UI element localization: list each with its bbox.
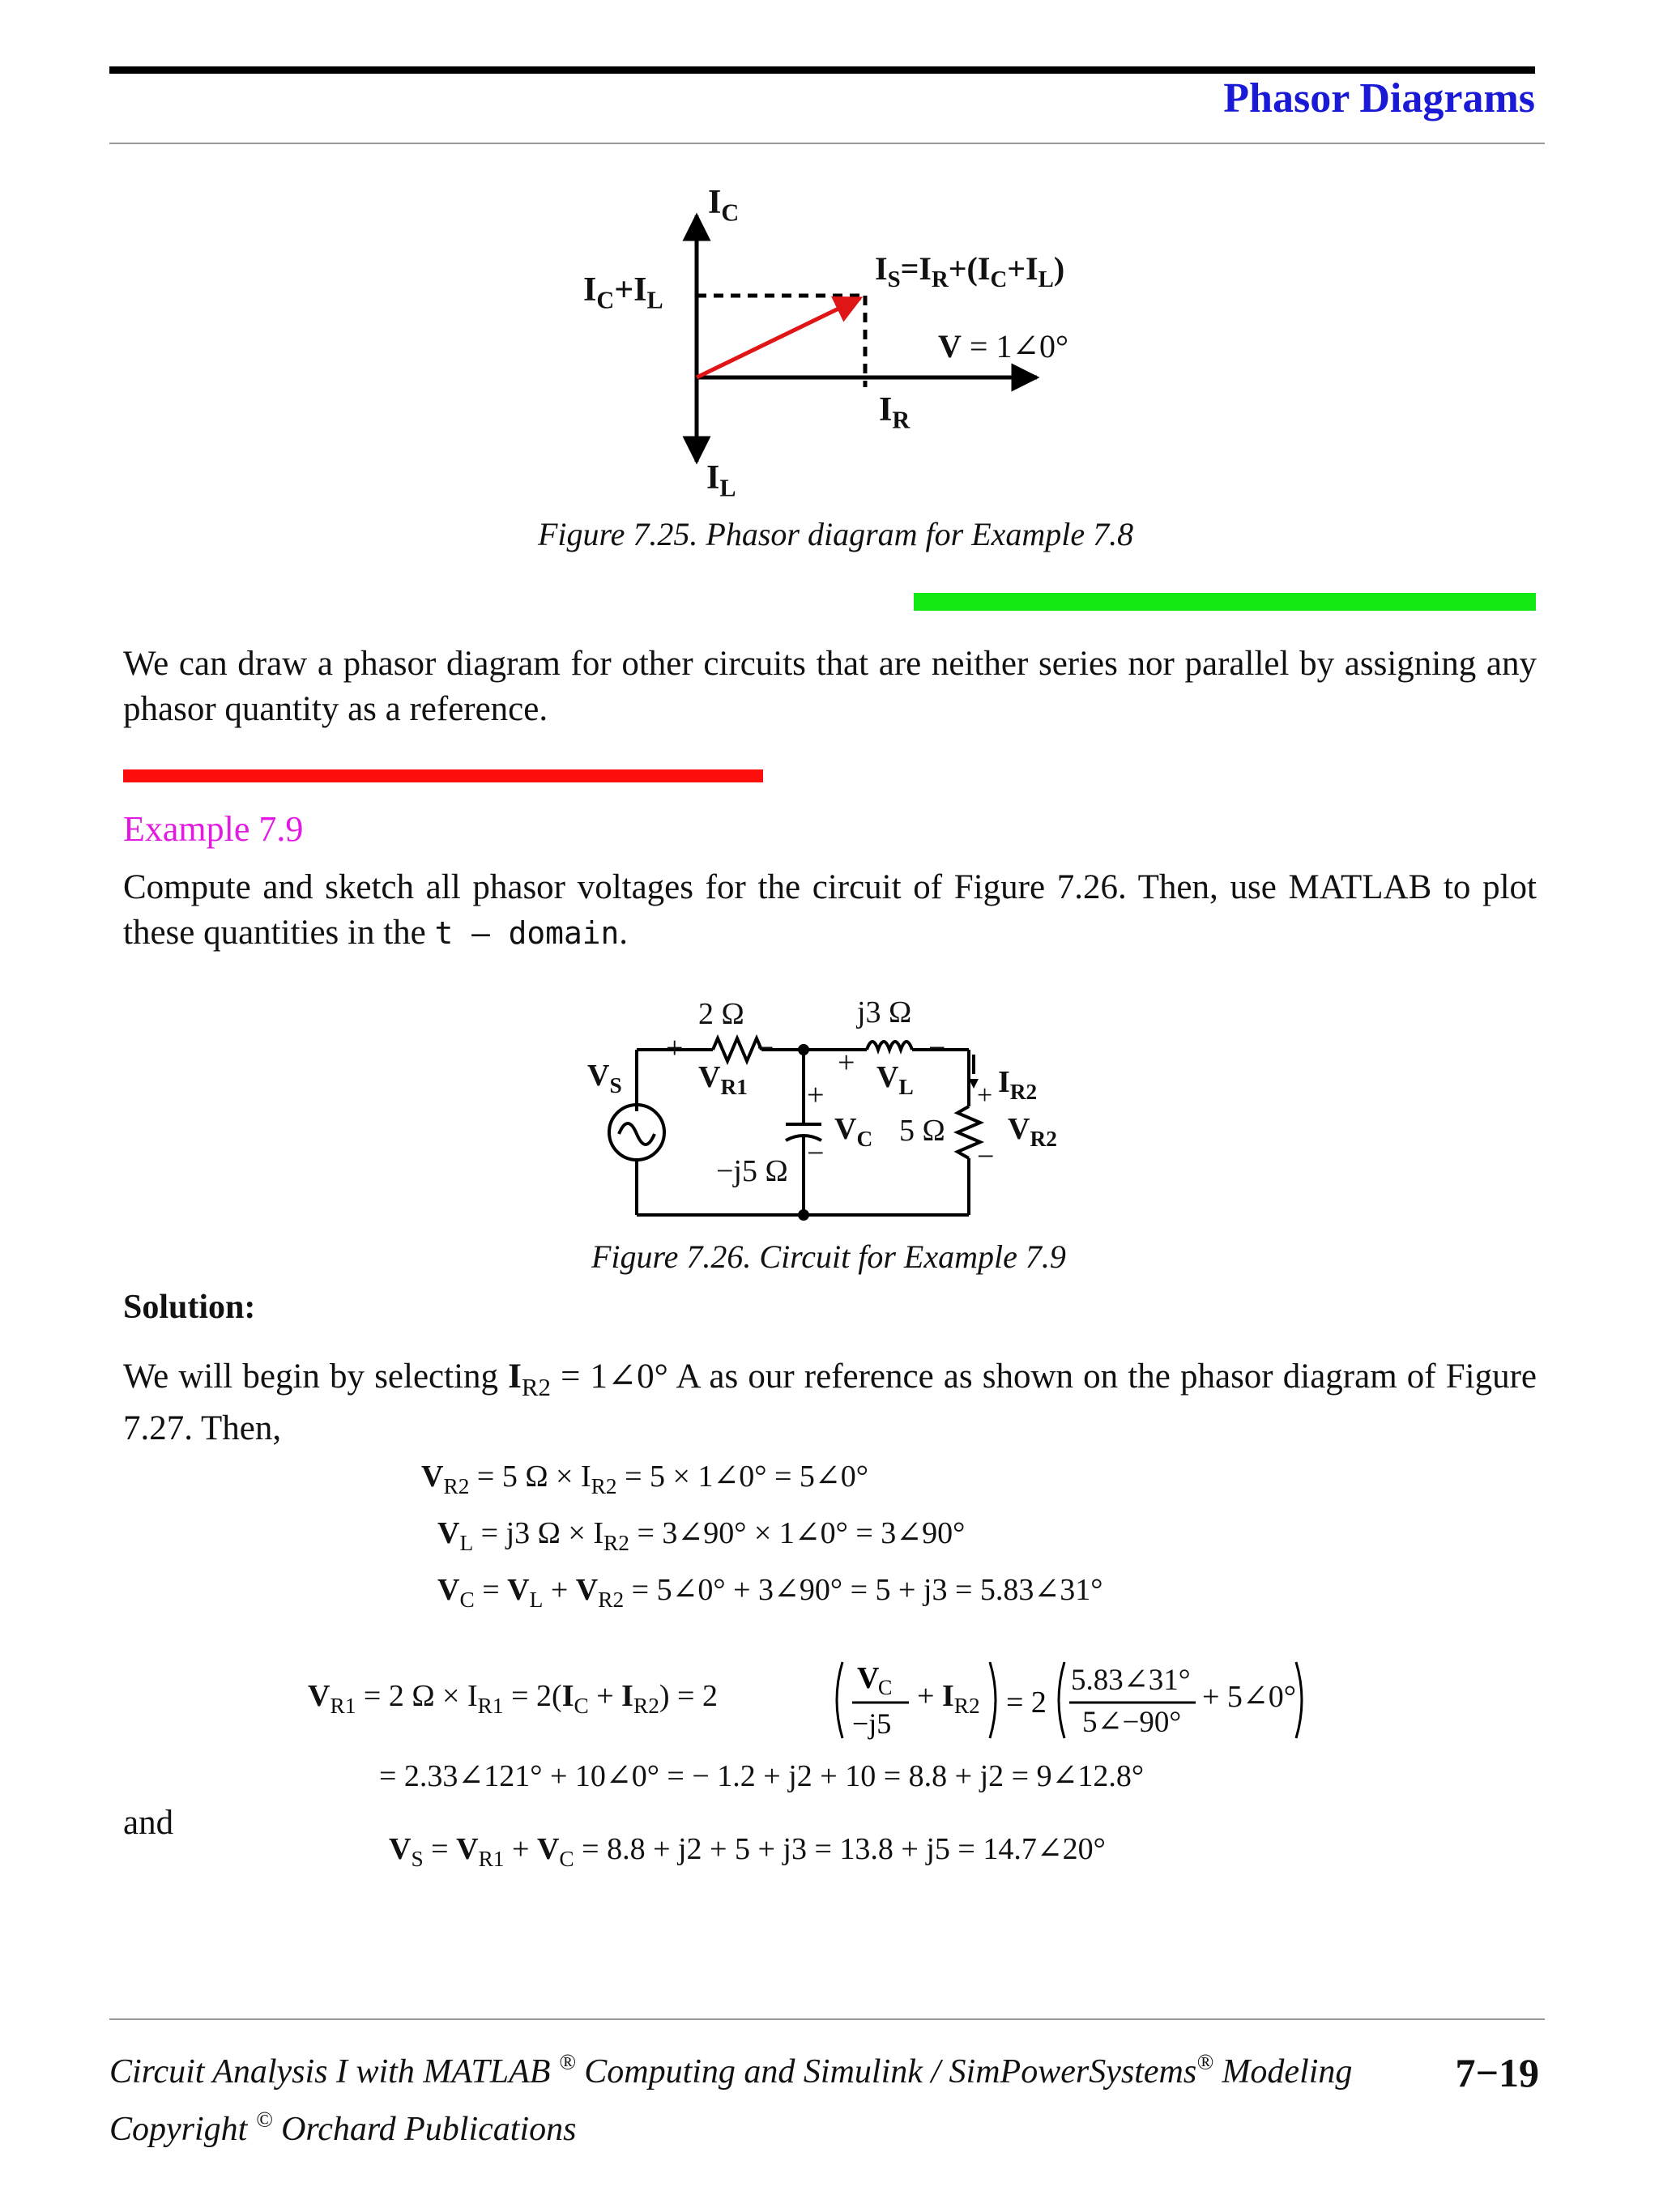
label-vl-plus: + (838, 1046, 855, 1080)
label-vc-minus: − (807, 1136, 825, 1170)
page-title: Phasor Diagrams (1223, 75, 1535, 121)
label-vr2: $V_{R2}$ (1008, 1112, 1057, 1151)
label-r1-plus: + (666, 1031, 684, 1065)
example-heading: Example 7.9 (123, 809, 304, 849)
node-bottom (798, 1209, 809, 1221)
label-inductor: j3 Ω (857, 995, 912, 1029)
footer-book-title: Circuit Analysis I with MATLAB ® Computing and Simulink / SimPowerSystems® Modeling (109, 2049, 1353, 2091)
svg-text:V: V (857, 1661, 880, 1695)
circuit-figure-7-26 (583, 988, 1085, 1231)
label-vl: $V_L$ (876, 1060, 914, 1099)
inductor (867, 1042, 912, 1050)
label-vr2-minus: − (977, 1140, 995, 1174)
resultant-current-phasor (697, 298, 860, 377)
title-rule (109, 143, 1545, 144)
label-vs: $V_S$ (587, 1059, 622, 1097)
label-ic-plus-il: $I_C+I_L$ (583, 271, 663, 314)
svg-text:−j5: −j5 (852, 1707, 892, 1740)
equation-vr1-tail: + 5∠0° (1202, 1680, 1296, 1714)
label-vc: $V_C$ (834, 1112, 873, 1151)
highlight-bar-green (914, 593, 1536, 611)
highlight-bar-red (123, 769, 763, 782)
page-number: 7−19 (1455, 2050, 1539, 2095)
label-r2: 5 Ω (899, 1114, 945, 1148)
figure-7-26-caption: Figure 7.26. Circuit for Example 7.9 (591, 1238, 1066, 1275)
intro-paragraph: We can draw a phasor diagram for other circuits that are neither series nor parallel by assigning any phasor quantity as a reference. (123, 645, 1537, 728)
equation-vr1-mid: + $I_{R2}$ (917, 1679, 980, 1718)
footer-rule (109, 2018, 1545, 2020)
solution-heading: Solution: (123, 1289, 256, 1326)
label-ic: $I_C$ (708, 184, 740, 227)
label-vr1: $V_{R1}$ (698, 1060, 748, 1099)
label-v-reference: V = 1∠0° (938, 328, 1068, 364)
label-vc-plus: + (807, 1078, 825, 1112)
node-top (798, 1044, 809, 1055)
label-ir2: $I_{R2}$ (998, 1065, 1038, 1104)
fraction-denominator: 5∠−90° (1082, 1706, 1182, 1739)
example-statement: Compute and sketch all phasor voltages for the circuit of Figure 7.26. Then, use MATLAB to plot these quantities in the t – domain. (123, 868, 1537, 952)
fraction-numerator: 5.83∠31° (1071, 1664, 1191, 1697)
svg-text:= 2: = 2 (1006, 1686, 1047, 1720)
label-capacitor: −j5 Ω (716, 1154, 788, 1188)
figure-7-25-caption: Figure 7.25. Phasor diagram for Example 7.8 (538, 516, 1134, 552)
label-r1-minus: − (757, 1031, 774, 1065)
equation-vs: $V_S = V_{R1} + V_C = 8.8 + j2 + 5 + j3 = 13.8 + j5$ = 14.7∠20° (389, 1832, 1106, 1871)
label-vr2-plus: + (977, 1080, 993, 1110)
label-vl-minus: − (928, 1031, 946, 1065)
label-ir: $I_R$ (879, 391, 911, 434)
equation-vr2: $V_{R2} = 5$ $\Omega \times I_{R2} = 5$ × 1∠0° = 5∠0° (421, 1460, 868, 1498)
fraction-vc-over-j5 (828, 1656, 925, 1745)
equation-vc: $V_C = V_L + V_{R2}$ = 5∠0° + 3∠90° = 5 + j3 = 5.83∠31° (437, 1573, 1103, 1612)
label-is-sum: $I_S=I_R+(I_C+I_L)$ (875, 250, 1065, 293)
equation-vr1-lhs: $V_{R1} = 2$ $\Omega \times I_{R1} = 2(I_C + I_{R2}) = 2$ (308, 1679, 718, 1718)
equation-vr1-result: = 2.33∠121° + 10∠0° = − 1.2 + j2 + 10 = 8.8 + j2 = 9∠12.8° (379, 1759, 1145, 1793)
and-label: and (123, 1804, 174, 1842)
svg-text:C: C (878, 1676, 893, 1699)
equation-vl: $V_L = j3$ $\Omega \times I_{R2}$ = 3∠90° × 1∠0° = 3∠90° (437, 1516, 966, 1555)
resistor-r1 (713, 1038, 761, 1061)
label-il: $I_L$ (706, 459, 736, 502)
top-rule (109, 66, 1535, 74)
footer-copyright: Copyright © Orchard Publications (109, 2107, 577, 2148)
label-r1: 2 Ω (698, 997, 744, 1031)
solution-paragraph: We will begin by selecting $I_{R2}$ = 1∠0° A as our reference as shown on the phasor diagram of Figure 7.27. Then, (123, 1357, 1537, 1447)
